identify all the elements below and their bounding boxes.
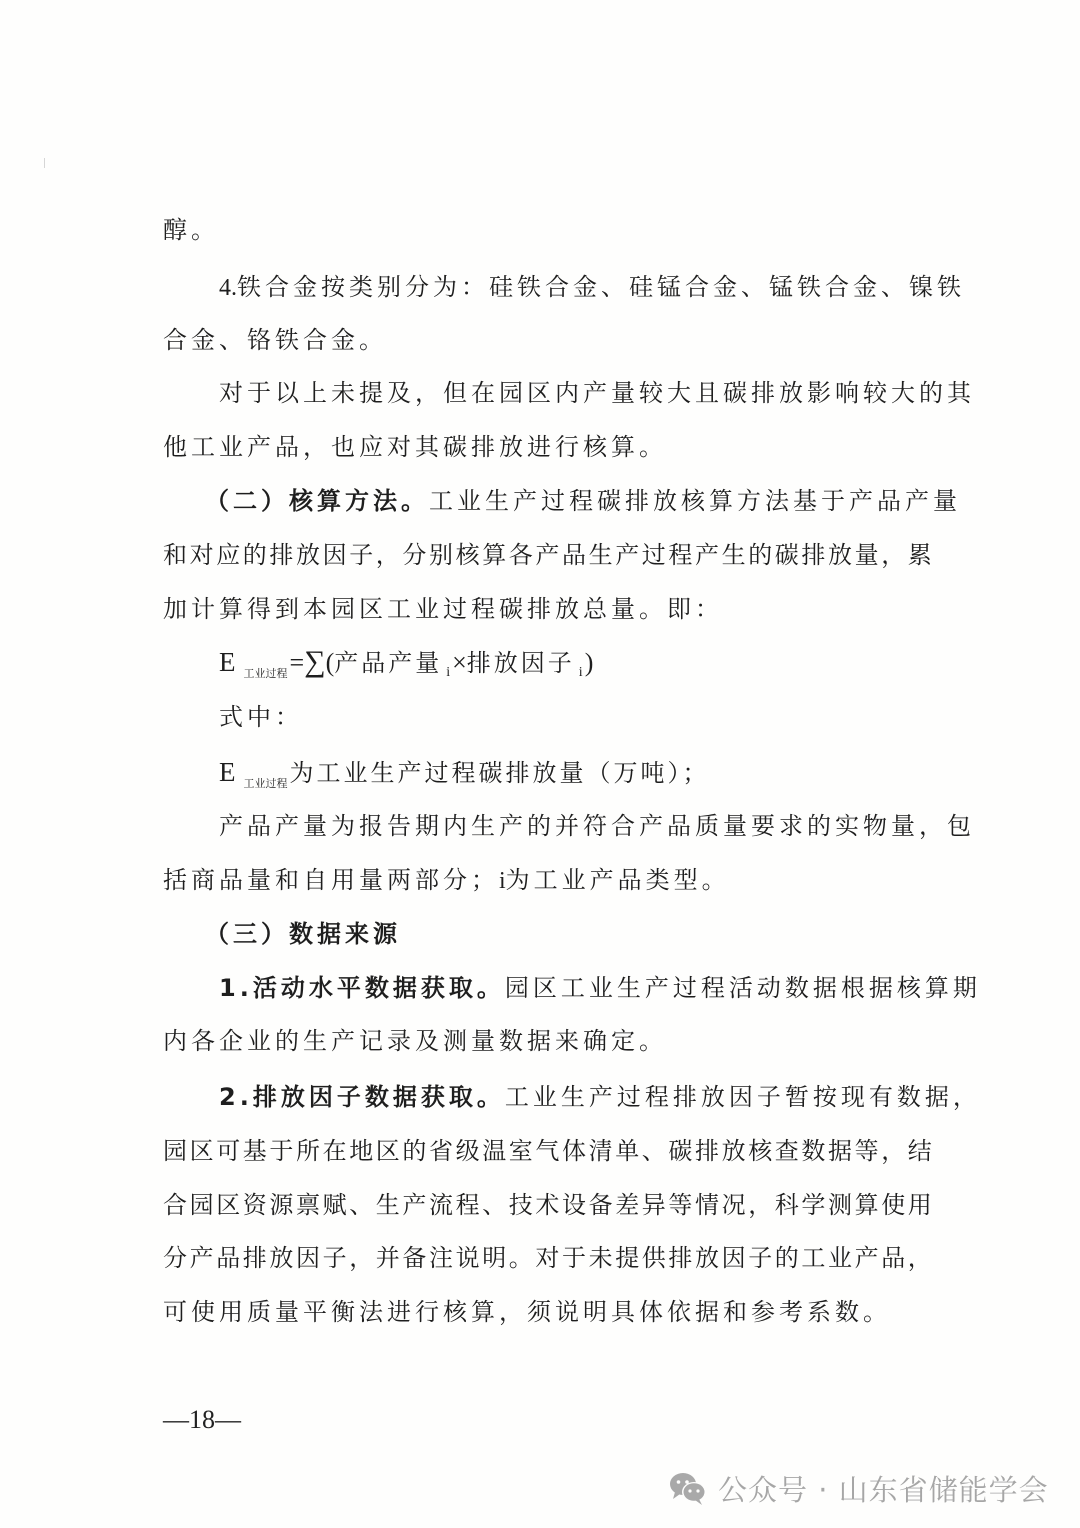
variable-i: i [499,868,506,894]
line-text: 园区工业生产过程活动数据根据核算期 [504,974,981,1002]
watermark-text: 公众号 · 山东省储能学会 [718,1472,1049,1507]
text-line [163,1021,953,1061]
line-text: 合金、铬铁合金。 [163,326,387,354]
text-line [163,210,953,250]
line-text: 和对应的排放因子，分别核算各产品生产过程产生的碳排放量，累 [163,541,935,569]
formula-term-factor: 排放因子 [466,649,575,677]
section-heading: （二）核算方法。 [205,487,429,515]
line-text: 合园区资源禀赋、生产流程、技术设备差异等情况，科学测算使用 [163,1191,935,1219]
scan-margin-mark [44,158,45,168]
formula-term-production: 产品产量 [334,649,443,677]
list-item-activity-data [219,968,1009,1008]
formula-equals: = [289,648,305,677]
formula-subscript: 工业过程 [243,777,288,790]
section-heading: （三）数据来源 [205,920,401,948]
text-line [163,1185,953,1225]
text-line [163,860,953,900]
line-text: 可使用质量平衡法进行核算，须说明具体依据和参考系数。 [163,1298,891,1326]
line-text: 内各企业的生产记录及测量数据来确定。 [163,1027,667,1055]
formula-symbol: E [219,757,236,787]
line-text: 醇。 [163,216,219,244]
formula-index: i [446,665,451,680]
formula-times: × [452,648,467,677]
section-heading-method [205,481,995,521]
line-text: 园区可基于所在地区的省级温室气体清单、碳排放核查数据等，结 [163,1137,935,1165]
line-text: 为工业产品类型。 [505,866,730,894]
item-heading: 2.排放因子数据获取。 [219,1083,505,1111]
page-number: —18— [163,1405,241,1434]
paragraph-start [219,373,1009,413]
line-text: 工业生产过程碳排放核算方法基于产品产量 [429,487,961,515]
list-item-emission-factor [219,1077,1009,1117]
line-text: 产品产量为报告期内生产的并符合产品质量要求的实物量，包 [219,812,975,840]
text-line [163,535,953,575]
line-text: 对于以上未提及，但在园区内产量较大且碳排放影响较大的其 [219,379,975,407]
formula-definition [219,752,1009,792]
formula-index: i [578,665,583,680]
line-text: 式中： [219,703,303,731]
section-heading-data-source [205,914,995,954]
line-text: 括商品量和自用量两部分； [163,866,499,894]
text-line [163,1292,953,1332]
formula-open-paren: ( [325,648,335,677]
formula-close-paren: ) [584,648,594,677]
list-number: 4. [219,275,237,301]
text-line [163,427,953,467]
text-line [219,697,1009,737]
line-text: 分产品排放因子，并备注说明。对于未提供排放因子的工业产品， [163,1244,935,1272]
formula-symbol: E [219,647,236,677]
text-line [163,320,953,360]
list-item-ferroalloy [219,267,1009,307]
formula [219,642,1009,682]
line-text: 铁合金按类别分为：硅铁合金、硅锰合金、锰铁合金、镍铁 [237,273,965,301]
line-text: 他工业产品，也应对其碳排放进行核算。 [163,433,667,461]
paragraph-start [219,806,1009,846]
wechat-icon [668,1470,708,1506]
line-text: 工业生产过程排放因子暂按现有数据， [504,1083,981,1111]
text-line [163,589,953,629]
wechat-watermark [668,1466,1049,1510]
text-line [163,1131,953,1171]
line-text: 加计算得到本园区工业过程碳排放总量。即： [163,595,723,623]
item-heading: 1.活动水平数据获取。 [219,974,505,1002]
definition-text: 为工业生产过程碳排放量（万吨）； [289,759,710,787]
text-line [163,1238,953,1278]
sigma-symbol: ∑ [304,645,326,678]
formula-subscript: 工业过程 [243,667,288,680]
